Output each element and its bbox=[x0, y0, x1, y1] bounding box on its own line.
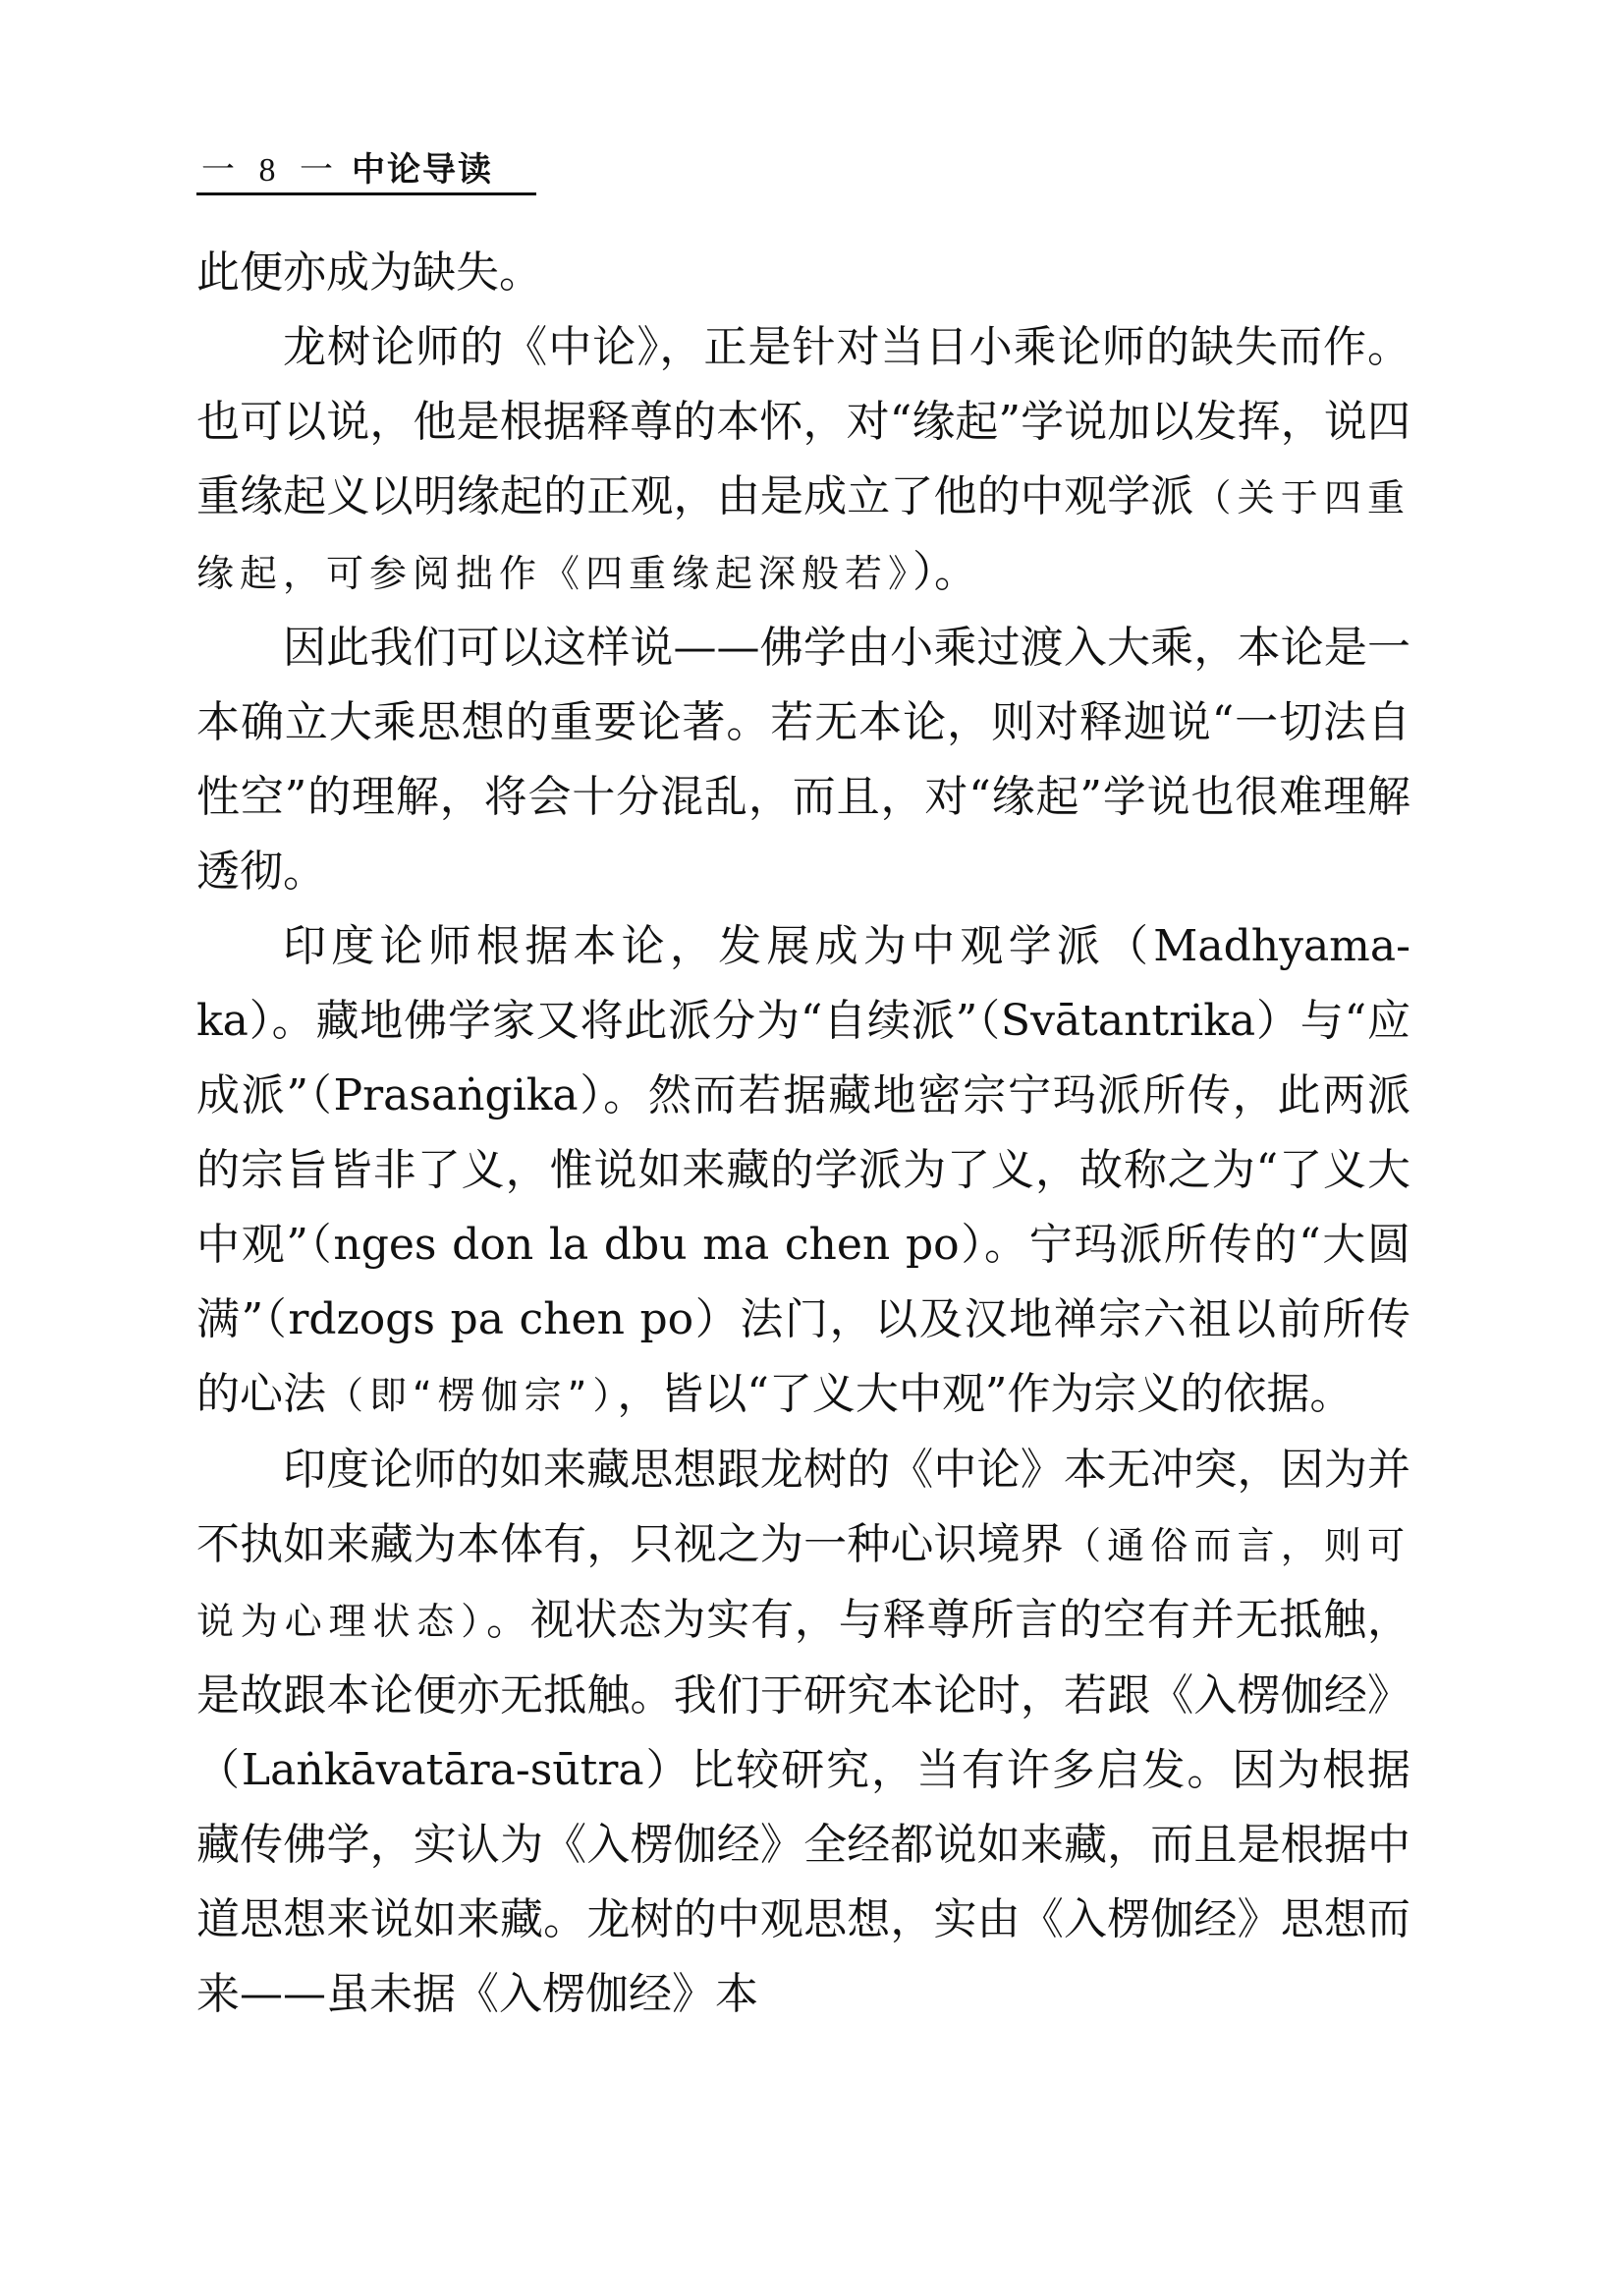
paragraph-madhyamaka-schools: 印度论师根据本论，发展成为中观学派（Madhyama-ka）。藏地佛学家又将此派分为“自续派”（Svātantrika）与“应成派”（Prasaṅgika）。然而若据藏地密宗宁玛派所传，此两派的宗旨皆非了义，惟说如来藏的学派为了义，故称之为“了义大中观”（nges don la dbu ma chen po）。宁玛派所传的“大圆满”（rdzogs pa chen po）法门，以及汉地禅宗六祖以前所传的心法（即“楞伽宗”），皆以“了义大中观”作为宗义的依据。 bbox=[196, 921, 1410, 1419]
header-dash-right: 一 bbox=[300, 150, 333, 190]
page-number: 8 bbox=[258, 152, 276, 189]
inline-note-lankavatara-school: （即“楞伽宗”） bbox=[326, 1374, 618, 1417]
paragraph-continuation: 此便亦成为缺失。 bbox=[196, 247, 542, 298]
paragraph-mahayana-transition: 因此我们可以这样说——佛学由小乘过渡入大乘，本论是一本确立大乘思想的重要论著。若无本论，则对释迦说“一切法自性空”的理解，将会十分混乱，而且，对“缘起”学说也很难理解透彻。 bbox=[196, 623, 1410, 897]
inline-note-four-dependent-origination: （关于四重缘起，可参阅拙作《四重缘起深般若》 bbox=[196, 476, 1410, 595]
paragraph-tathagatagarbha: 印度论师的如来藏思想跟龙树的《中论》本无冲突，因为并不执如来藏为本体有，只视之为一种心识境界（通俗而言，则可说为心理状态）。视状态为实有，与释尊所言的空有并无抵触，是故跟本论便亦无抵触。我们于研究本论时，若跟《入楞伽经》（Laṅkāvatāra-sūtra）比较研究，当有许多启发。因为根据藏传佛学，实认为《入楞伽经》全经都说如来藏，而且是根据中道思想来说如来藏。龙树的中观思想，实由《入楞伽经》思想而来——虽未据《入楞伽经》本 bbox=[196, 1445, 1410, 2019]
book-title: 中论导读 bbox=[352, 150, 493, 190]
paragraph-nagarjuna: 龙树论师的《中论》，正是针对当日小乘论师的缺失而作。也可以说，他是根据释尊的本怀，对“缘起”学说加以发挥，说四重缘起义以明缘起的正观，由是成立了他的中观学派（关于四重缘起，可参阅拙作《四重缘起深般若》）。 bbox=[196, 322, 1410, 597]
inline-note-psychological-state: （通俗而言，则可说为心理状态） bbox=[196, 1524, 1410, 1643]
running-header bbox=[196, 147, 536, 195]
page-body bbox=[196, 236, 1410, 2032]
header-dash-left: 一 bbox=[201, 150, 235, 190]
